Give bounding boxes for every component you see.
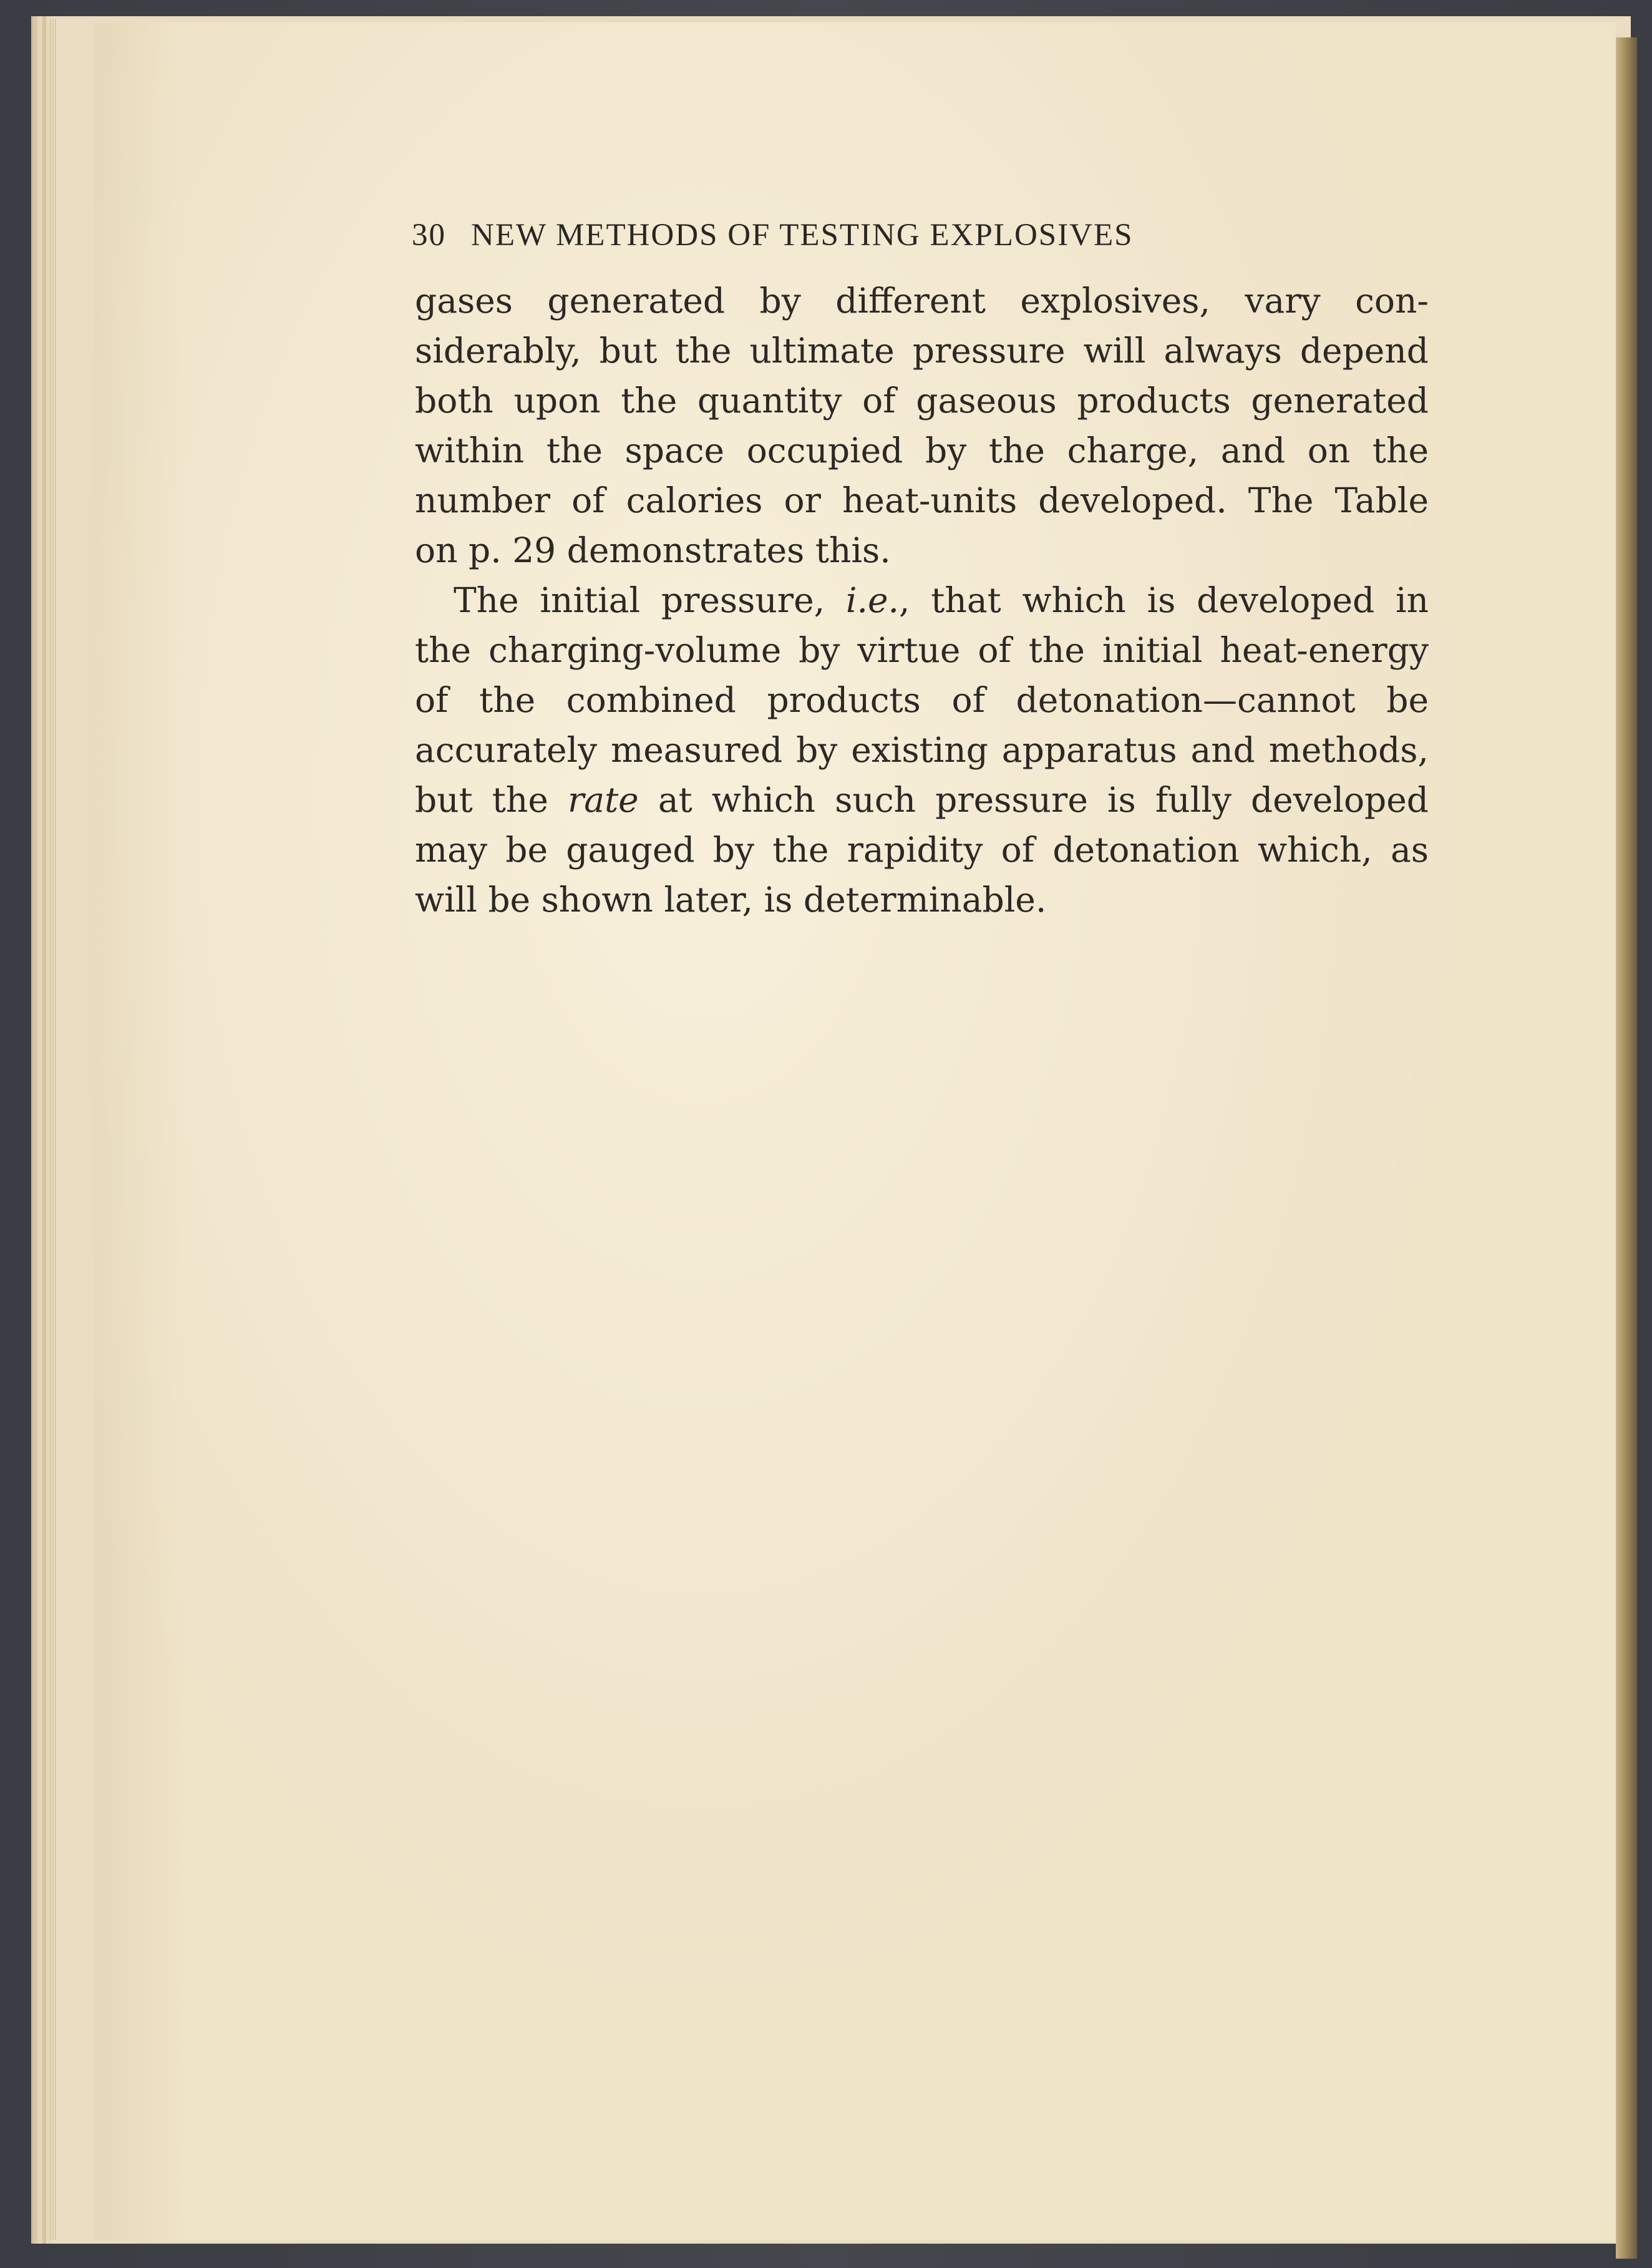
running-title: NEW METHODS OF TESTING EXPLOSIVES <box>471 218 1134 253</box>
page-fore-edge <box>50 19 57 2240</box>
text-line: both upon the quantity of gaseous products generated <box>415 381 1429 421</box>
text-segment: , that which is developed in <box>899 580 1429 620</box>
body-text <box>415 276 1429 925</box>
paragraph-2 <box>415 575 1429 925</box>
gutter-shadow <box>1616 37 1637 2259</box>
paragraph-1 <box>415 276 1429 575</box>
text-line <box>415 575 1429 625</box>
text-line: on p. 29 demonstrates this. <box>415 530 891 570</box>
text-line: within the space occupied by the charge, and on the <box>415 431 1429 470</box>
text-line <box>415 775 1429 825</box>
text-line: siderably, but the ultimate pressure will always depend <box>415 331 1429 371</box>
text-line: may be gauged by the rapidity of detonation which, as <box>415 830 1429 870</box>
text-segment: The initial pressure, <box>454 580 825 620</box>
page-number: 30 <box>412 218 446 253</box>
text-line: of the combined products of detonation—cannot be <box>415 680 1429 720</box>
text-line: will be shown later, is determinable. <box>415 880 1047 920</box>
text-segment: but the <box>415 780 548 820</box>
text-line: number of calories or heat-units developed. The Table <box>415 480 1429 520</box>
italic-text: rate <box>567 780 639 820</box>
italic-text: i.e. <box>845 580 900 620</box>
text-line: gases generated by different explosives, vary con- <box>415 281 1429 321</box>
text-segment: at which such pressure is fully developed <box>658 780 1429 820</box>
text-line: the charging-volume by virtue of the initial heat-energy <box>415 630 1429 670</box>
running-header <box>412 217 1335 253</box>
text-line: accurately measured by existing apparatus and methods, <box>415 730 1429 770</box>
